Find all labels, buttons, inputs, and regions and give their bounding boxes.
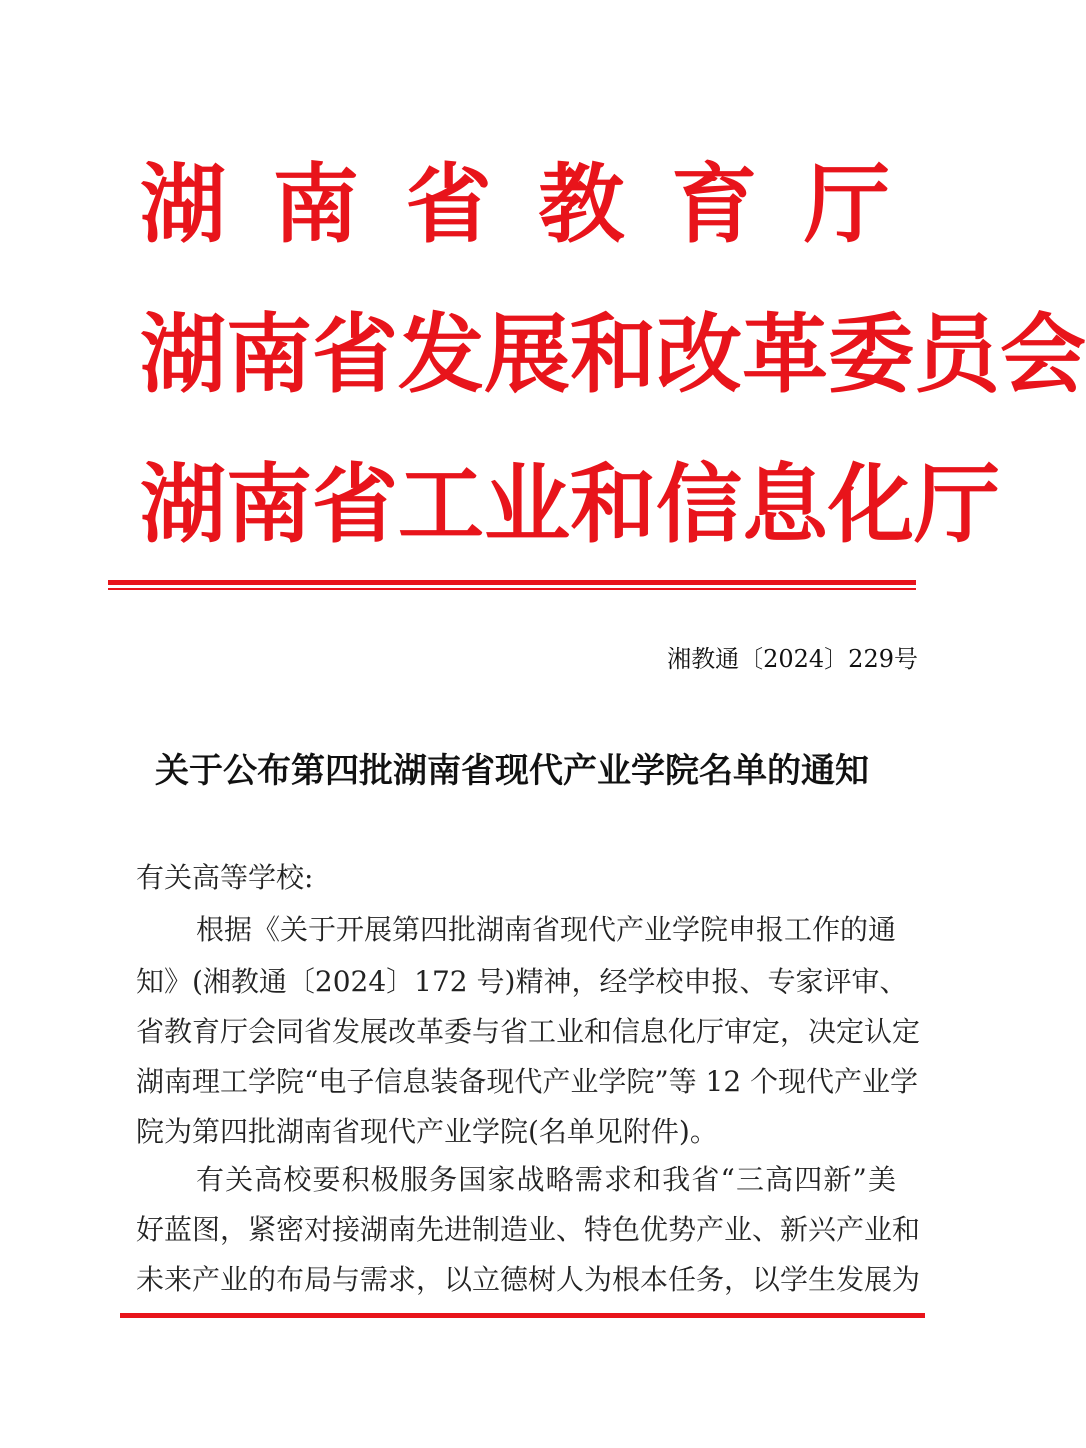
letterhead-char: 厅 bbox=[803, 155, 890, 255]
letterhead-char: 和 bbox=[570, 455, 656, 555]
letterhead-char: 育 bbox=[671, 155, 758, 255]
letterhead-char: 展 bbox=[484, 305, 570, 405]
body-line: 有关高校要积极服务国家战略需求和我省“三高四新”美 bbox=[196, 1163, 896, 1196]
letterhead-char: 厅 bbox=[914, 455, 1000, 555]
body-line: 院为第四批湖南省现代产业学院(名单见附件)。 bbox=[136, 1115, 718, 1148]
letterhead-char: 员 bbox=[914, 305, 1000, 405]
body-line: 好蓝图，紧密对接湖南先进制造业、特色优势产业、新兴产业和 bbox=[136, 1213, 921, 1246]
letterhead-char: 教 bbox=[538, 155, 625, 255]
letterhead-char: 革 bbox=[742, 305, 828, 405]
letterhead-line-education-department bbox=[140, 155, 890, 255]
letterhead-char: 发 bbox=[398, 305, 484, 405]
letterhead-char: 湖 bbox=[140, 305, 226, 405]
letterhead-char: 会 bbox=[1000, 305, 1086, 405]
letterhead-char: 息 bbox=[742, 455, 828, 555]
letterhead-char: 业 bbox=[484, 455, 570, 555]
letterhead-char: 信 bbox=[656, 455, 742, 555]
letterhead-line-development-reform-commission bbox=[140, 305, 1086, 405]
letterhead-char: 湖 bbox=[140, 455, 226, 555]
letterhead-char: 和 bbox=[570, 305, 656, 405]
body-line: 湖南理工学院“电子信息装备现代产业学院”等 12 个现代产业学 bbox=[136, 1065, 919, 1098]
salutation: 有关高等学校: bbox=[136, 861, 314, 894]
letterhead-char: 委 bbox=[828, 305, 914, 405]
letterhead-char: 工 bbox=[398, 455, 484, 555]
body-line: 知》(湘教通〔2024〕172 号)精神，经学校申报、专家评审、 bbox=[136, 965, 908, 998]
document-number: 湘教通〔2024〕229号 bbox=[667, 645, 918, 673]
letterhead-char: 省 bbox=[312, 305, 398, 405]
letterhead-char: 南 bbox=[272, 155, 359, 255]
letterhead-char: 南 bbox=[226, 305, 312, 405]
footer-divider bbox=[120, 1313, 925, 1318]
body-line: 省教育厅会同省发展改革委与省工业和信息化厅审定，决定认定 bbox=[136, 1015, 921, 1048]
letterhead-divider-thin bbox=[108, 588, 916, 590]
letterhead-char: 南 bbox=[226, 455, 312, 555]
letterhead-char: 省 bbox=[405, 155, 492, 255]
letterhead-char: 湖 bbox=[140, 155, 226, 255]
letterhead-divider-thick bbox=[108, 580, 916, 585]
body-line: 未来产业的布局与需求，以立德树人为根本任务，以学生发展为 bbox=[136, 1263, 921, 1296]
letterhead-char: 化 bbox=[828, 455, 914, 555]
letterhead-line-industry-it-department bbox=[140, 455, 1000, 555]
letterhead-char: 改 bbox=[656, 305, 742, 405]
letterhead-char: 省 bbox=[312, 455, 398, 555]
document-title: 关于公布第四批湖南省现代产业学院名单的通知 bbox=[155, 751, 869, 791]
body-line: 根据《关于开展第四批湖南省现代产业学院申报工作的通 bbox=[196, 913, 897, 946]
